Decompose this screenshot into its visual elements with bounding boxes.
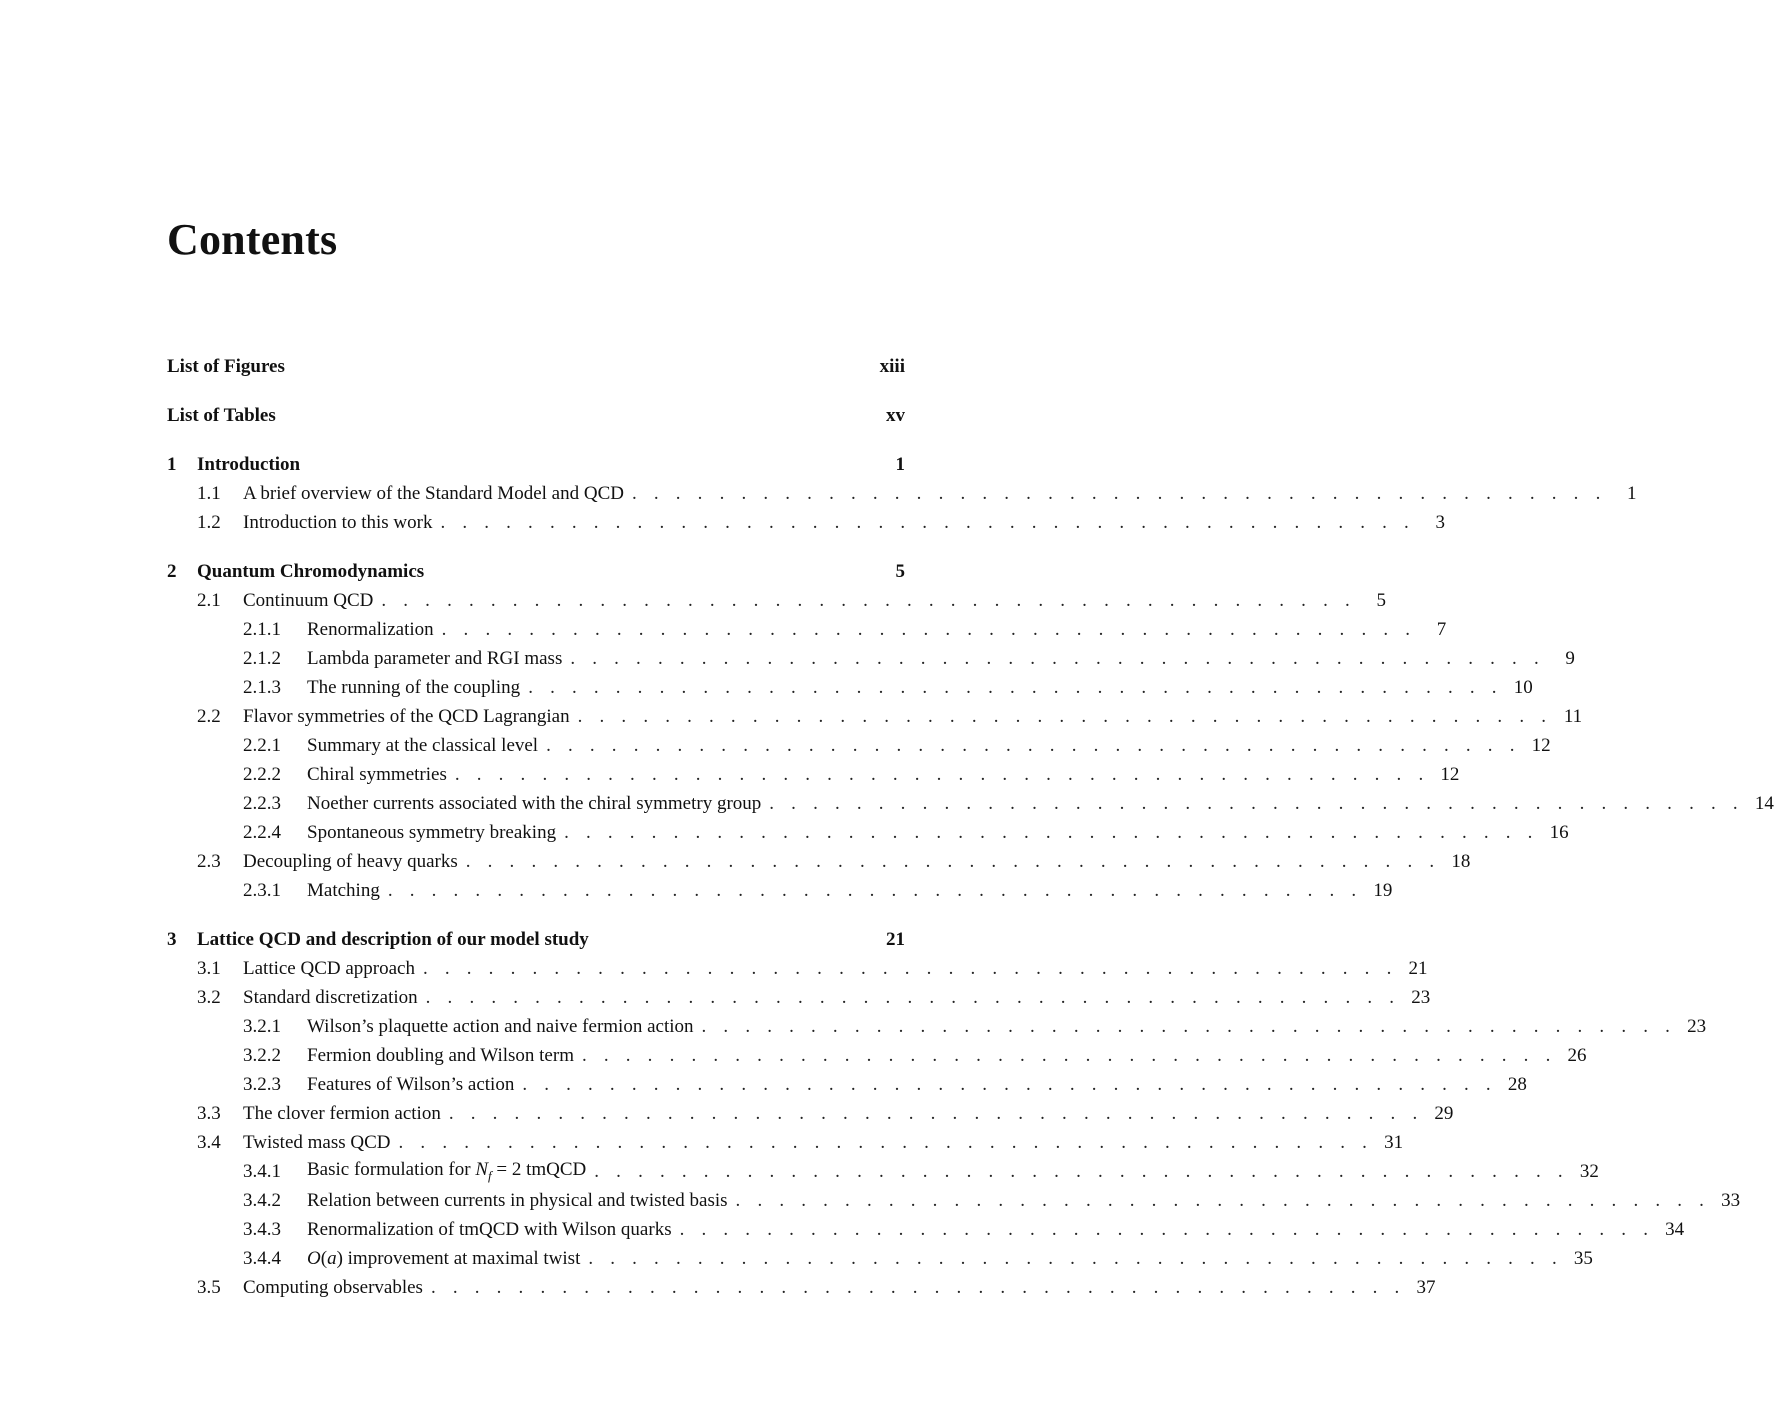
toc-page-number: 19	[1373, 879, 1393, 901]
toc-section-label: Twisted mass QCD	[243, 1131, 391, 1153]
toc-page-number: 29	[1434, 1102, 1454, 1124]
table-of-contents	[167, 352, 1774, 1302]
toc-section-number: 2.2.3	[243, 792, 281, 814]
toc-section-entry[interactable]	[167, 508, 1446, 537]
dot-leader: . . . . . . . . . . . . . . . . . . . . . . . . . . . . . . . . . . . . . . . . . . . . .	[430, 1276, 1406, 1298]
toc-page-number: 33	[1721, 1189, 1741, 1211]
page-title: Contents	[167, 215, 338, 264]
toc-page-number: 23	[1687, 1015, 1707, 1037]
toc-subsection-entry[interactable]	[167, 876, 1393, 905]
toc-chapter-entry[interactable]	[167, 450, 905, 479]
toc-section-label: Flavor symmetries of the QCD Lagrangian	[243, 705, 570, 727]
toc-page-number: xv	[886, 404, 905, 426]
toc-section-number: 3.5	[197, 1276, 221, 1298]
toc-section-number: 3.4.4	[243, 1247, 281, 1269]
toc-section-number: 3.3	[197, 1102, 221, 1124]
toc-page-number: 7	[1436, 618, 1447, 640]
toc-page-number: 3	[1435, 511, 1446, 533]
dot-leader: . . . . . . . . . . . . . . . . . . . . . . . . . . . . . . . . . . . . . . . . . . . . .	[440, 511, 1416, 533]
dot-leader: . . . . . . . . . . . . . . . . . . . . . . . . . . . . . . . . . . . . . . . . . . . . .	[425, 986, 1401, 1008]
dot-leader: . . . . . . . . . . . . . . . . . . . . . . . . . . . . . . . . . . . . . . . . . . . . .	[679, 1218, 1655, 1240]
toc-chapter-label: Quantum Chromodynamics	[197, 560, 425, 582]
toc-page-number: 18	[1451, 850, 1471, 872]
toc-section-number: 1.1	[197, 482, 221, 504]
toc-section-label: Noether currents associated with the chiral symmetry group	[307, 792, 762, 814]
toc-section-label: Computing observables	[243, 1276, 423, 1298]
toc-subsection-entry[interactable]	[167, 1186, 1741, 1215]
toc-section-number: 2.2.4	[243, 821, 281, 843]
toc-section-number: 2.3	[197, 850, 221, 872]
toc-section-number: 3.4	[197, 1131, 221, 1153]
toc-section-number: 2.3.1	[243, 879, 281, 901]
toc-section-label: The running of the coupling	[307, 676, 521, 698]
toc-section-number: 2.1.3	[243, 676, 281, 698]
toc-section-number: 2.2	[197, 705, 221, 727]
dot-leader: . . . . . . . . . . . . . . . . . . . . . . . . . . . . . . . . . . . . . . . . . . . . .	[441, 618, 1417, 640]
toc-entry-label: List of Figures	[167, 355, 285, 377]
toc-section-label: Standard discretization	[243, 986, 418, 1008]
toc-section-number: 2.1.2	[243, 647, 281, 669]
toc-subsection-entry[interactable]	[167, 1157, 1599, 1186]
toc-section-label: Decoupling of heavy quarks	[243, 850, 458, 872]
dot-leader: . . . . . . . . . . . . . . . . . . . . . . . . . . . . . . . . . . . . . . . . . . . . .	[631, 482, 1607, 504]
toc-subsection-entry[interactable]	[167, 1041, 1587, 1070]
toc-subsection-entry[interactable]	[167, 1012, 1707, 1041]
toc-section-number: 2.1	[197, 589, 221, 611]
toc-section-number: 2.1.1	[243, 618, 281, 640]
toc-section-label: Relation between currents in physical and twisted basis	[307, 1189, 728, 1211]
toc-section-label: Introduction to this work	[243, 511, 433, 533]
toc-section-label: Wilson’s plaquette action and naive fermion action	[307, 1015, 694, 1037]
toc-page-number: 21	[1408, 957, 1428, 979]
toc-subsection-entry[interactable]	[167, 1070, 1527, 1099]
toc-page-number: 21	[886, 928, 905, 950]
toc-section-label: Chiral symmetries	[307, 763, 447, 785]
toc-subsection-entry[interactable]	[167, 673, 1533, 702]
dot-leader: . . . . . . . . . . . . . . . . . . . . . . . . . . . . . . . . . . . . . . . . . . . . .	[454, 763, 1430, 785]
toc-section-label: A brief overview of the Standard Model and QCD	[243, 482, 624, 504]
toc-section-entry[interactable]	[167, 1128, 1404, 1157]
toc-section-entry[interactable]	[167, 847, 1471, 876]
toc-page-number: 32	[1579, 1160, 1599, 1182]
toc-section-label: Matching	[307, 879, 380, 901]
toc-section-number: 1.2	[197, 511, 221, 533]
toc-page-number: 5	[895, 560, 905, 582]
toc-subsection-entry[interactable]	[167, 789, 1774, 818]
toc-section-number: 3.4.3	[243, 1218, 281, 1240]
dot-leader: . . . . . . . . . . . . . . . . . . . . . . . . . . . . . . . . . . . . . . . . . . . . .	[570, 647, 1545, 669]
toc-page-number: 9	[1565, 647, 1575, 669]
toc-section-number: 3.4.2	[243, 1189, 281, 1211]
toc-page-number: 1	[895, 453, 905, 475]
toc-subsection-entry[interactable]	[167, 760, 1460, 789]
toc-chapter-number: 3	[167, 928, 177, 950]
toc-subsection-entry[interactable]	[167, 1244, 1593, 1273]
toc-section-number: 3.2	[197, 986, 221, 1008]
toc-section-number: 3.2.2	[243, 1044, 281, 1066]
toc-section-number: 3.4.1	[243, 1160, 281, 1182]
toc-page-number: 12	[1440, 763, 1460, 785]
toc-section-number: 3.1	[197, 957, 221, 979]
toc-subsection-entry[interactable]	[167, 1215, 1685, 1244]
toc-entry-label: List of Tables	[167, 404, 276, 426]
toc-subsection-entry[interactable]	[167, 644, 1575, 673]
toc-page-number: 26	[1567, 1044, 1587, 1066]
toc-section-label: Spontaneous symmetry breaking	[307, 821, 557, 843]
toc-section-label: The clover fermion action	[243, 1102, 441, 1124]
toc-page-number: 12	[1531, 734, 1551, 756]
toc-page-number: 31	[1384, 1131, 1404, 1153]
toc-page-number: 34	[1665, 1218, 1685, 1240]
toc-section-entry[interactable]	[167, 954, 1428, 983]
toc-section-label: Features of Wilson’s action	[307, 1073, 515, 1095]
dot-leader: . . . . . . . . . . . . . . . . . . . . . . . . . . . . . . . . . . . . . . . . . . . . .	[594, 1160, 1569, 1182]
toc-section-label: Continuum QCD	[243, 589, 374, 611]
toc-chapter-entry[interactable]	[167, 925, 905, 954]
toc-page-number: 23	[1411, 986, 1431, 1008]
toc-section-label: Summary at the classical level	[307, 734, 539, 756]
dot-leader: . . . . . . . . . . . . . . . . . . . . . . . . . . . . . . . . . . . . . . . . . . . . .	[381, 589, 1356, 611]
toc-section-label: Basic formulation for $N_f = 2$ tmQCD	[307, 1159, 587, 1183]
toc-section-label: Renormalization	[307, 618, 434, 640]
dot-leader: . . . . . . . . . . . . . . . . . . . . . . . . . . . . . . . . . . . . . . . . . . . . .	[387, 879, 1363, 901]
toc-front-entry[interactable]	[167, 401, 905, 430]
toc-subsection-entry[interactable]	[167, 615, 1447, 644]
dot-leader: . . . . . . . . . . . . . . . . . . . . . . . . . . . . . . . . . . . . . . . . . . . . .	[577, 705, 1553, 727]
toc-subsection-entry[interactable]	[167, 818, 1569, 847]
dot-leader: . . . . . . . . . . . . . . . . . . . . . . . . . . . . . . . . . . . . . . . . . . . . .	[769, 792, 1744, 814]
dot-leader: . . . . . . . . . . . . . . . . . . . . . . . . . . . . . . . . . . . . . . . . . . . . .	[522, 1073, 1497, 1095]
dot-leader: . . . . . . . . . . . . . . . . . . . . . . . . . . . . . . . . . . . . . . . . . . . . .	[701, 1015, 1677, 1037]
toc-section-number: 2.2.1	[243, 734, 281, 756]
toc-page-number: 1	[1627, 482, 1637, 504]
toc-section-entry[interactable]	[167, 586, 1386, 615]
toc-section-number: 3.2.1	[243, 1015, 281, 1037]
toc-section-entry[interactable]	[167, 479, 1637, 508]
toc-page-number: 37	[1416, 1276, 1436, 1298]
dot-leader: . . . . . . . . . . . . . . . . . . . . . . . . . . . . . . . . . . . . . . . . . . . . .	[581, 1044, 1557, 1066]
toc-chapter-label: Lattice QCD and description of our model study	[197, 928, 589, 950]
toc-section-entry[interactable]	[167, 1273, 1436, 1302]
toc-subsection-entry[interactable]	[167, 731, 1551, 760]
toc-section-label: O(a) improvement at maximal twist	[307, 1247, 581, 1269]
toc-page-number: 16	[1549, 821, 1569, 843]
toc-section-entry[interactable]	[167, 1099, 1454, 1128]
toc-section-label: Fermion doubling and Wilson term	[307, 1044, 574, 1066]
toc-chapter-label: Introduction	[197, 453, 301, 475]
toc-page-number: 10	[1513, 676, 1533, 698]
toc-section-entry[interactable]	[167, 702, 1583, 731]
toc-section-label: Renormalization of tmQCD with Wilson quarks	[307, 1218, 672, 1240]
dot-leader: . . . . . . . . . . . . . . . . . . . . . . . . . . . . . . . . . . . . . . . . . . . . .	[465, 850, 1441, 872]
toc-page-number: xiii	[879, 355, 905, 377]
toc-front-entry[interactable]	[167, 352, 905, 381]
dot-leader: . . . . . . . . . . . . . . . . . . . . . . . . . . . . . . . . . . . . . . . . . . . . .	[398, 1131, 1374, 1153]
dot-leader: . . . . . . . . . . . . . . . . . . . . . . . . . . . . . . . . . . . . . . . . . . . . .	[588, 1247, 1563, 1269]
toc-page-number: 35	[1573, 1247, 1593, 1269]
toc-page-number: 28	[1507, 1073, 1527, 1095]
toc-page-number: 11	[1563, 705, 1583, 727]
toc-page-number: 14	[1754, 792, 1774, 814]
dot-leader: . . . . . . . . . . . . . . . . . . . . . . . . . . . . . . . . . . . . . . . . . . . . .	[528, 676, 1503, 698]
toc-chapter-number: 1	[167, 453, 177, 475]
toc-section-label: Lambda parameter and RGI mass	[307, 647, 563, 669]
dot-leader: . . . . . . . . . . . . . . . . . . . . . . . . . . . . . . . . . . . . . . . . . . . . .	[735, 1189, 1711, 1211]
toc-section-number: 2.2.2	[243, 763, 281, 785]
toc-chapter-number: 2	[167, 560, 177, 582]
dot-leader: . . . . . . . . . . . . . . . . . . . . . . . . . . . . . . . . . . . . . . . . . . . . .	[422, 957, 1398, 979]
toc-page-number: 5	[1376, 589, 1386, 611]
toc-section-entry[interactable]	[167, 983, 1431, 1012]
dot-leader: . . . . . . . . . . . . . . . . . . . . . . . . . . . . . . . . . . . . . . . . . . . . .	[546, 734, 1521, 756]
toc-chapter-entry[interactable]	[167, 557, 905, 586]
dot-leader: . . . . . . . . . . . . . . . . . . . . . . . . . . . . . . . . . . . . . . . . . . . . .	[564, 821, 1539, 843]
dot-leader: . . . . . . . . . . . . . . . . . . . . . . . . . . . . . . . . . . . . . . . . . . . . .	[448, 1102, 1424, 1124]
toc-section-label: Lattice QCD approach	[243, 957, 415, 979]
toc-section-number: 3.2.3	[243, 1073, 281, 1095]
